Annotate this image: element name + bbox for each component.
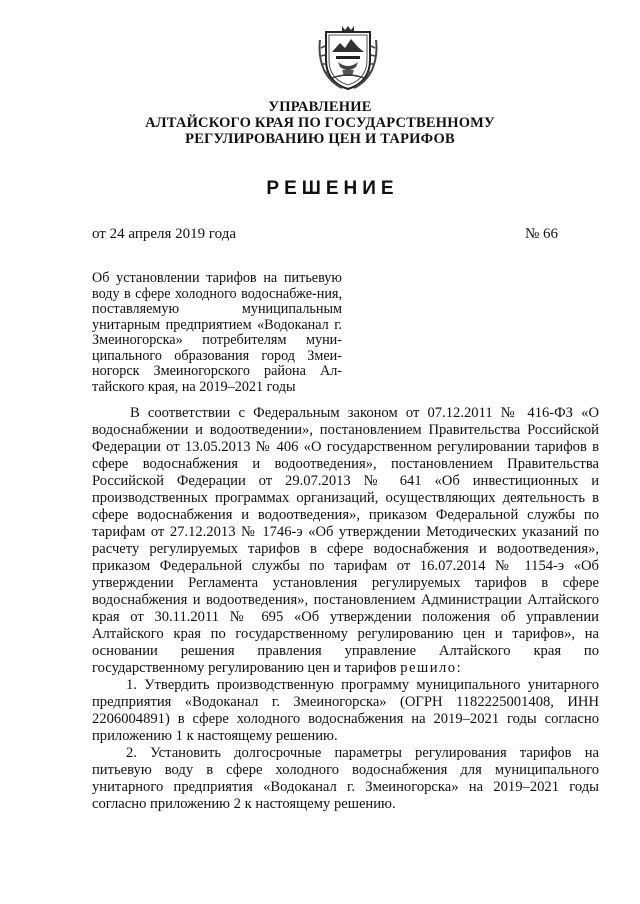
document-date: от 24 апреля 2019 года: [92, 226, 237, 242]
org-name-line-3: РЕГУЛИРОВАНИЮ ЦЕН И ТАРИФОВ: [185, 131, 455, 147]
org-name-line-2: АЛТАЙСКОГО КРАЯ ПО ГОСУДАРСТВЕННОМУ: [145, 115, 495, 131]
decision-word: решило: [400, 660, 457, 676]
document-subject: Об установлении тарифов на питьевую воду в сфере холодного водоснабже-ния, поставляемую муниципальным унитарным предприятием «Водоканал г. Змеиногорска» потребителям муни-ципального образования город Змеи-ногорск Змеиногорского района Ал-тайского края, на 2019–2021 годы: [92, 270, 342, 395]
decision-item-1: 1. Утвердить производственную программу муниципального унитарного предприятия «Водоканал г. Змеиногорска» (ОГРН 1182225001408, ИНН 2206004891) в сфере холодного водоснабжения на 2019–2021 годы согласно приложению 1 к настоящему решению.: [92, 677, 599, 744]
preamble-text: В соответствии с Федеральным законом от 07.12.2011 № 416-ФЗ «О водоснабжении и водоотведении», постановлением Правительства Российской Федерации от 13.05.2013 № 406 «О государственном регулировании тарифов в сфере водоснабжения и водоотведения», постановлением Правительства Российской Федерации от 29.07.2013 № 641 «Об инвестиционных и производственных программах организаций, осуществляющих деятельность в сфере водоснабжения и водоотведения», приказом Федеральной службы по тарифам от 27.12.2013 № 1746-э «Об утверждении Методических указаний по расчету регулируемых тарифов в сфере водоснабжения и водоотведения», приказом Федеральной службы по тарифам от 16.07.2014 № 1154-э «Об утверждении Регламента установления регулируемых тарифов в сфере водоснабжения и водоотведения», постановлением Администрации Алтайского края от 30.11.2011 № 695 «Об утверждении положения об управлении Алтайского края по государственному регулированию цен и тарифов», на основании решения правления управление Алтайского края по государственному регулированию цен и тарифов: [92, 405, 599, 676]
document-number: № 66: [524, 226, 558, 242]
preamble-paragraph: [92, 405, 599, 677]
decision-colon: :: [456, 660, 461, 676]
coat-of-arms-icon: [318, 26, 378, 92]
org-name-line-1: УПРАВЛЕНИЕ: [268, 99, 372, 115]
decision-item-2: 2. Установить долгосрочные параметры регулирования тарифов на питьевую воду в сфере холодного водоснабжения для муниципального унитарного предприятия «Водоканал г. Змеиногорска» на 2019–2021 годы согласно приложению 2 к настоящему решению.: [92, 745, 599, 812]
document-title: РЕШЕНИЕ: [266, 178, 399, 199]
document-body: [92, 405, 599, 813]
